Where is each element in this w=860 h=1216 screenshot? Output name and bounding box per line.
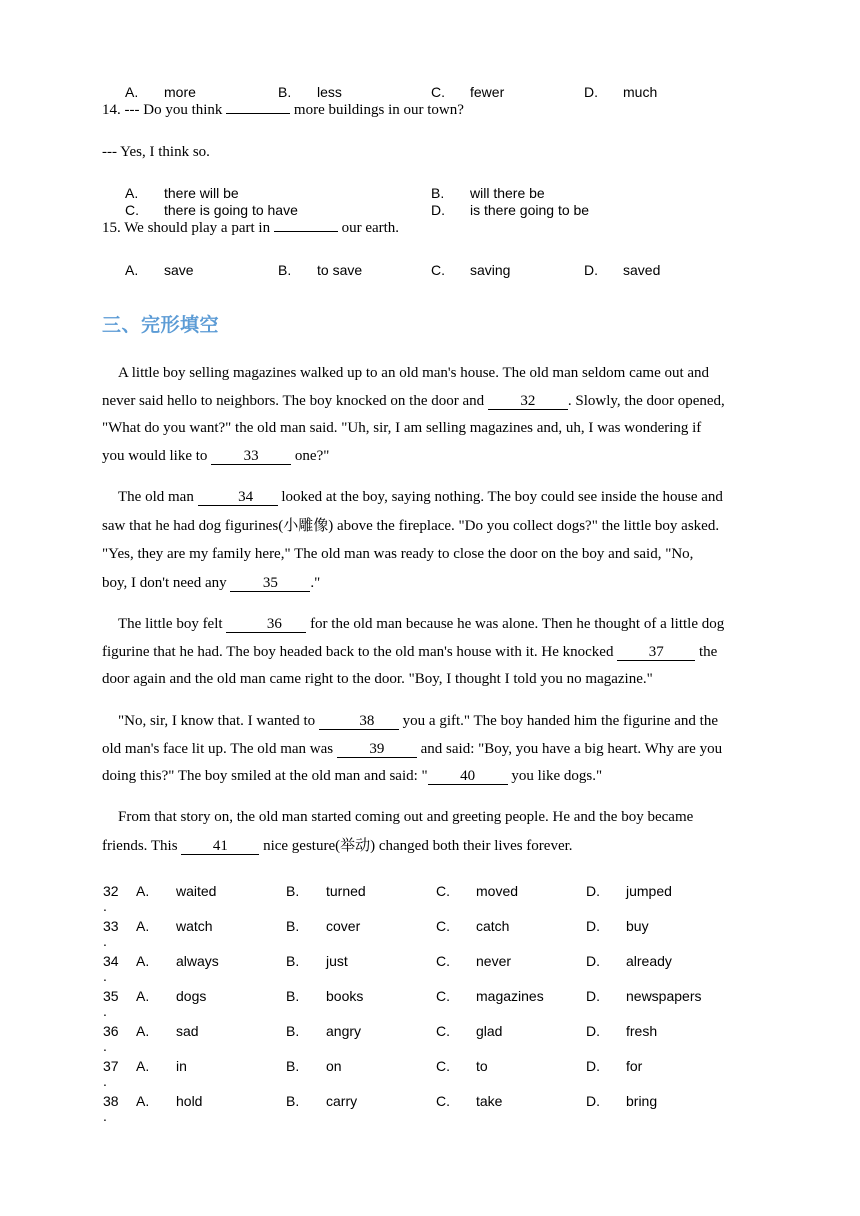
- option-letter: C.: [431, 84, 445, 100]
- answer-blank: [226, 113, 290, 114]
- passage-paragraph-2: [102, 484, 772, 597]
- stem-text: 14. --- Do you think: [102, 102, 227, 118]
- option-letter: B.: [286, 1058, 300, 1074]
- passage-text: friends. This: [102, 837, 182, 854]
- option-letter: B.: [286, 988, 300, 1004]
- option-text: never: [476, 953, 512, 969]
- blank-35: 35: [230, 576, 310, 592]
- question-number-dot: .: [103, 898, 107, 914]
- blank-32: 32: [488, 394, 568, 410]
- passage-line: door again and the old man came right to the door. "Boy, I thought I told you no magazine.": [102, 671, 653, 687]
- option-letter: A.: [125, 185, 139, 201]
- passage-text: you would like to: [102, 447, 212, 464]
- option-letter: B.: [286, 883, 300, 899]
- option-letter: C.: [436, 953, 450, 969]
- passage-text: nice gesture(举动) changed both their lives forever.: [259, 837, 573, 854]
- blank-38: 38: [319, 714, 399, 730]
- passage-line: saw that he had dog figurines(小雕像) above the fireplace. "Do you collect dogs?" the little boy asked.: [102, 517, 720, 534]
- option-text: saved: [623, 262, 661, 278]
- option-text: much: [623, 84, 658, 100]
- passage-text: looked at the boy, saying nothing. The boy could see inside the house and: [277, 489, 723, 505]
- option-letter: A.: [136, 918, 150, 934]
- option-letter: B.: [286, 1023, 300, 1039]
- question-number: 32: [103, 883, 119, 899]
- question-number-dot: .: [103, 1108, 107, 1124]
- passage-line: [102, 484, 772, 512]
- option-text: carry: [326, 1093, 358, 1109]
- option-letter: D.: [584, 84, 598, 100]
- option-text: there is going to have: [164, 202, 298, 218]
- question-number: 36: [103, 1023, 119, 1039]
- option-text: hold: [176, 1093, 203, 1109]
- stem-text: more buildings in our town?: [290, 102, 464, 118]
- option-letter: C.: [436, 883, 450, 899]
- passage-text: figurine that he had. The boy headed back to the old man's house with it. He knocked: [102, 643, 618, 660]
- passage-line: [102, 833, 772, 861]
- option-text: watch: [176, 918, 213, 934]
- blank-33: 33: [211, 449, 291, 465]
- blank-41: 41: [181, 839, 259, 855]
- option-letter: A.: [136, 1023, 150, 1039]
- option-letter: A.: [136, 883, 150, 899]
- passage-text: never said hello to neighbors. The boy knocked on the door and: [102, 392, 488, 409]
- option-letter: B.: [278, 262, 292, 278]
- option-letter: D.: [586, 918, 600, 934]
- passage-text: the: [695, 643, 718, 660]
- question-number: 38: [103, 1093, 119, 1109]
- question-number-dot: .: [103, 1003, 107, 1019]
- passage-line: [102, 443, 772, 471]
- passage-text: "No, sir, I know that. I wanted to: [118, 713, 319, 729]
- passage-text: The old man: [118, 489, 198, 505]
- question-number-dot: .: [103, 933, 107, 949]
- passage-text: .": [310, 574, 321, 591]
- passage-paragraph-5: [102, 804, 772, 860]
- passage-line: [102, 708, 772, 736]
- option-letter: A.: [125, 84, 139, 100]
- option-letter: D.: [586, 883, 600, 899]
- option-letter: C.: [436, 988, 450, 1004]
- option-text: on: [326, 1058, 342, 1074]
- question-14-reply: --- Yes, I think so.: [102, 144, 210, 160]
- blank-40: 40: [428, 769, 508, 785]
- option-text: bring: [626, 1093, 658, 1109]
- answer-blank: [274, 231, 338, 232]
- option-letter: A.: [136, 988, 150, 1004]
- option-letter: A.: [136, 953, 150, 969]
- option-letter: C.: [436, 1093, 450, 1109]
- option-text: to: [476, 1058, 488, 1074]
- blank-36: 36: [226, 617, 306, 633]
- option-text: saving: [470, 262, 511, 278]
- option-letter: D.: [586, 988, 600, 1004]
- option-text: magazines: [476, 988, 544, 1004]
- option-text: waited: [176, 883, 217, 899]
- passage-line: [102, 736, 772, 764]
- option-text: fresh: [626, 1023, 658, 1039]
- stem-text: 15. We should play a part in: [102, 220, 274, 236]
- question-number: 37: [103, 1058, 119, 1074]
- option-letter: D.: [431, 202, 445, 218]
- option-letter: D.: [586, 1058, 600, 1074]
- stem-text: our earth.: [337, 220, 400, 236]
- passage-line: [102, 763, 772, 791]
- blank-34: 34: [198, 490, 278, 506]
- option-letter: C.: [125, 202, 139, 218]
- passage-text: . Slowly, the door opened,: [567, 392, 725, 409]
- option-letter: B.: [286, 918, 300, 934]
- option-letter: D.: [586, 1093, 600, 1109]
- option-letter: C.: [436, 918, 450, 934]
- option-text: to save: [317, 262, 363, 278]
- option-letter: A.: [136, 1093, 150, 1109]
- passage-line: "What do you want?" the old man said. "Uh, sir, I am selling magazines and, uh, I was wondering if: [102, 420, 702, 436]
- passage-paragraph-3: [102, 611, 772, 694]
- option-text: newspapers: [626, 988, 702, 1004]
- passage-paragraph-4: [102, 708, 772, 791]
- option-text: is there going to be: [470, 202, 590, 218]
- blank-39: 39: [337, 742, 417, 758]
- option-letter: C.: [431, 262, 445, 278]
- option-text: buy: [626, 918, 649, 934]
- option-text: already: [626, 953, 672, 969]
- option-letter: C.: [436, 1023, 450, 1039]
- option-letter: B.: [286, 953, 300, 969]
- option-text: angry: [326, 1023, 362, 1039]
- passage-text: you like dogs.": [507, 768, 603, 784]
- question-number: 35: [103, 988, 119, 1004]
- option-text: moved: [476, 883, 519, 899]
- passage-line: [102, 570, 772, 598]
- option-text: catch: [476, 918, 510, 934]
- question-number-dot: .: [103, 1038, 107, 1054]
- passage-text: one?": [291, 447, 330, 464]
- option-text: save: [164, 262, 194, 278]
- option-text: less: [317, 84, 342, 100]
- option-letter: A.: [125, 262, 139, 278]
- passage-text: old man's face lit up. The old man was: [102, 740, 337, 757]
- passage-text: and said: "Boy, you have a big heart. Why are you: [416, 740, 723, 757]
- option-text: just: [326, 953, 348, 969]
- option-text: fewer: [470, 84, 505, 100]
- option-letter: B.: [278, 84, 292, 100]
- passage-text: for the old man because he was alone. Then he thought of a little dog: [306, 616, 725, 632]
- passage-text: boy, I don't need any: [102, 574, 231, 591]
- option-text: more: [164, 84, 196, 100]
- question-number-dot: .: [103, 968, 107, 984]
- passage-line: [102, 388, 772, 416]
- blank-37: 37: [617, 645, 695, 661]
- option-letter: B.: [286, 1093, 300, 1109]
- option-text: sad: [176, 1023, 199, 1039]
- option-letter: D.: [586, 1023, 600, 1039]
- option-text: turned: [326, 883, 366, 899]
- option-text: books: [326, 988, 364, 1004]
- option-text: there will be: [164, 185, 239, 201]
- question-number-dot: .: [103, 1073, 107, 1089]
- passage-line: From that story on, the old man started coming out and greeting people. He and the boy became: [118, 809, 694, 825]
- passage-text: doing this?" The boy smiled at the old man and said: ": [102, 768, 428, 784]
- passage-line: "Yes, they are my family here," The old man was ready to close the door on the boy and said, "No,: [102, 546, 694, 562]
- question-14-stem: [102, 101, 464, 119]
- section-title: 三、完形填空: [102, 314, 220, 336]
- passage-text: you a gift." The boy handed him the figurine and the: [398, 713, 719, 729]
- option-text: glad: [476, 1023, 503, 1039]
- question-number: 34: [103, 953, 119, 969]
- option-text: will there be: [470, 185, 545, 201]
- passage-line: [102, 639, 772, 667]
- option-text: always: [176, 953, 219, 969]
- option-text: for: [626, 1058, 643, 1074]
- option-text: jumped: [626, 883, 672, 899]
- option-text: dogs: [176, 988, 207, 1004]
- option-letter: D.: [584, 262, 598, 278]
- option-letter: A.: [136, 1058, 150, 1074]
- question-number: 33: [103, 918, 119, 934]
- option-letter: B.: [431, 185, 445, 201]
- option-letter: D.: [586, 953, 600, 969]
- passage-paragraph-1: [102, 360, 772, 470]
- option-text: take: [476, 1093, 503, 1109]
- passage-line: A little boy selling magazines walked up to an old man's house. The old man seldom came out and: [118, 365, 710, 381]
- passage-line: [102, 611, 772, 639]
- option-text: cover: [326, 918, 361, 934]
- passage-text: The little boy felt: [118, 616, 227, 632]
- option-letter: C.: [436, 1058, 450, 1074]
- question-15-stem: [102, 219, 399, 237]
- option-text: in: [176, 1058, 187, 1074]
